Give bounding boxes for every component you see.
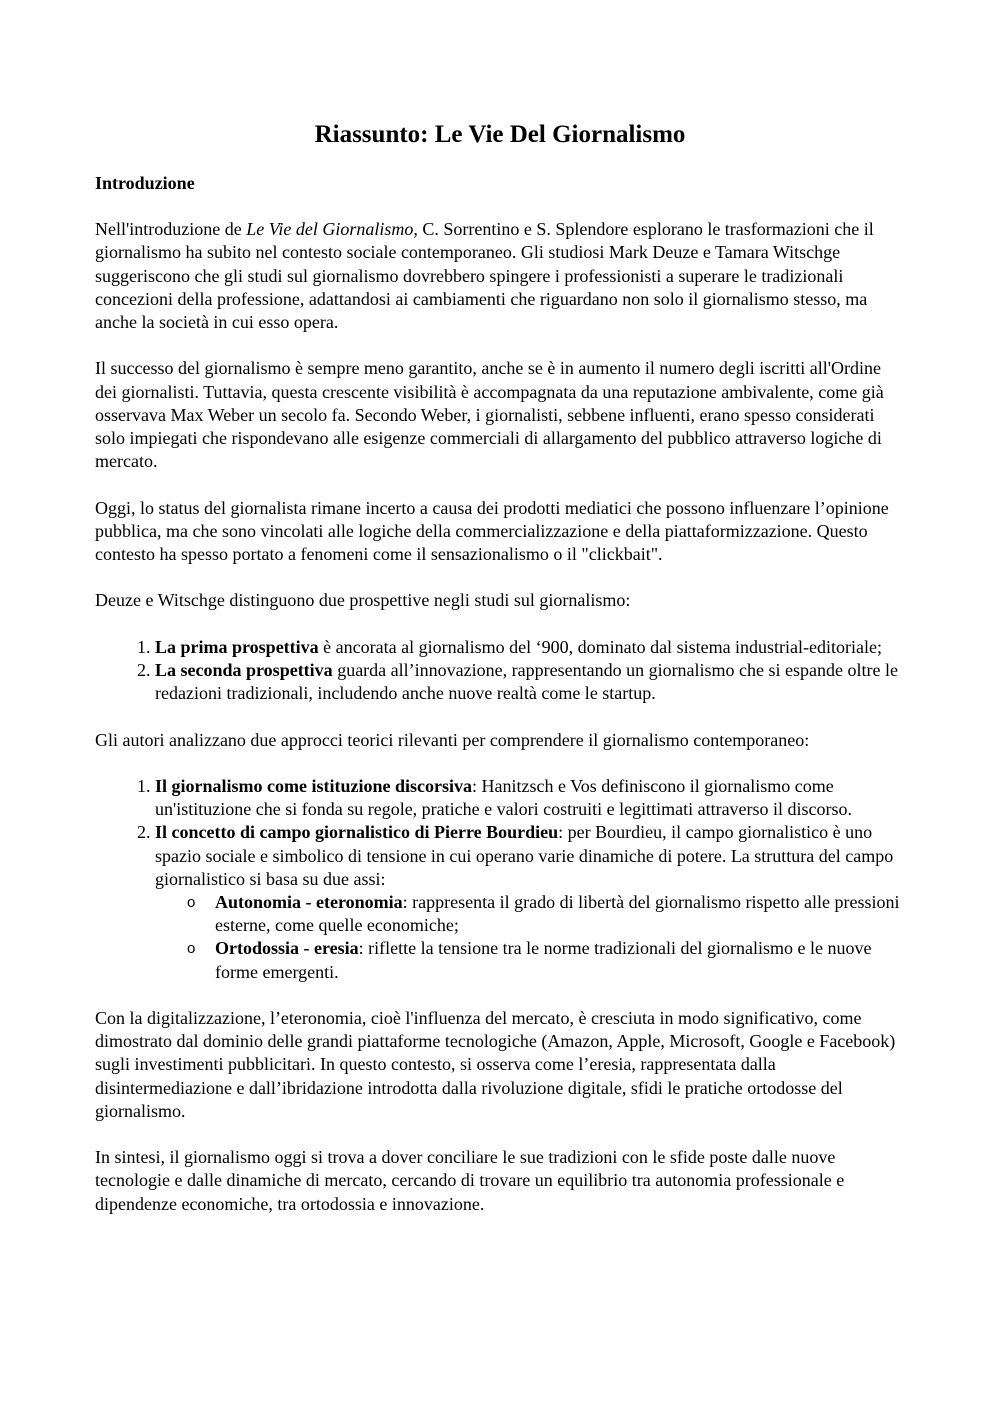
document-title: Riassunto: Le Vie Del Giornalismo xyxy=(314,121,686,148)
book-title: Le Vie del Giornalismo xyxy=(246,219,414,240)
list-item-text: : Hanitzsch e Vos definiscono il giornalismo come un'istituzione che si fonda su regole, pratiche e valori costruiti e legittimati attraverso il discorso. xyxy=(155,775,853,820)
list-item-bold: Il giornalismo come istituzione discorsiva xyxy=(155,775,472,796)
section-heading: Introduzione xyxy=(95,173,195,193)
paragraph-intro-after: , C. Sorrentino e S. Splendore esplorano le trasformazioni che il giornalismo ha subito nel contesto sociale contemporaneo. Gli studiosi Mark Deuze e Tamara Witschge suggeriscono che gli studi sul giornalismo dovrebbero spingere i professionisti a superare le tradizionali concezioni della professione, adattandosi ai cambiamenti che riguardano non solo il giornalismo stesso, ma anche la società in cui esso opera. xyxy=(95,219,874,333)
sublist-item-bold: Ortodossia - eresia xyxy=(215,938,359,959)
sublist-item xyxy=(215,891,905,937)
paragraph-status: Oggi, lo status del giornalista rimane incerto a causa dei prodotti mediatici che possono influenzare l’opinione pubblica, ma che sono vincolati alle logiche della commercializzazione e della piattaformizzazione. Questo contesto ha spesso portato a fenomeni come il sensazionalismo o il "clickbait". xyxy=(95,497,889,565)
list-item-bold: La prima prospettiva xyxy=(155,636,319,657)
approaches-list xyxy=(95,775,905,984)
paragraph-perspectives-intro: Deuze e Witschge distinguono due prospettive negli studi sul giornalismo: xyxy=(95,590,631,611)
list-item xyxy=(155,821,905,983)
paragraph-intro xyxy=(95,218,905,334)
paragraph-approaches-intro: Gli autori analizzano due approcci teorici rilevanti per comprendere il giornalismo contemporaneo: xyxy=(95,729,810,750)
list-item-text: : per Bourdieu, il campo giornalistico è uno spazio sociale e simbolico di tensione in cui operano varie dinamiche di potere. La struttura del campo giornalistico si basa su due assi: xyxy=(155,822,894,889)
list-item-text: è ancorata al giornalismo del ‘900, dominato dal sistema industrial-editoriale; xyxy=(318,636,883,657)
perspectives-list xyxy=(95,636,905,706)
axes-sublist xyxy=(155,891,905,984)
list-item xyxy=(155,636,905,659)
list-item-bold: La seconda prospettiva xyxy=(155,660,333,680)
list-item xyxy=(155,775,905,821)
list-item-bold: Il concetto di campo giornalistico di Pierre Bourdieu xyxy=(155,822,559,843)
sublist-item-text: : riflette la tensione tra le norme tradizionali del giornalismo e le nuove forme emergenti. xyxy=(215,938,872,982)
list-item xyxy=(155,659,905,705)
sublist-item-bold: Autonomia - eteronomia xyxy=(215,892,403,912)
paragraph-intro-before: Nell'introduzione de xyxy=(95,219,247,240)
list-item-text: guarda all’innovazione, rappresentando un giornalismo che si espande oltre le redazioni tradizionali, includendo anche nuove realtà come le startup. xyxy=(155,660,898,704)
paragraph-digitalization: Con la digitalizzazione, l’eteronomia, cioè l'influenza del mercato, è cresciuta in modo significativo, come dimostrato dal dominio delle grandi piattaforme tecnologiche (Amazon, Apple, Microsoft, Google e Facebook) sugli investimenti pubblicitari. In questo contesto, si osserva come l’eresia, rappresentata dalla disintermediazione e dall’ibridazione introdotta dalla rivoluzione digitale, sfidi le pratiche ortodosse del giornalismo. xyxy=(95,1008,896,1121)
document-page xyxy=(95,118,905,1239)
sublist-item-text: : rappresenta il grado di libertà del giornalismo rispetto alle pressioni esterne, come quelle economiche; xyxy=(215,892,900,936)
sublist-item xyxy=(215,937,905,983)
paragraph-weber: Il successo del giornalismo è sempre meno garantito, anche se è in aumento il numero degli iscritti all'Ordine dei giornalisti. Tuttavia, questa crescente visibilità è accompagnata da una reputazione ambivalente, come già osservava Max Weber un secolo fa. Secondo Weber, i giornalisti, sebbene influenti, erano spesso considerati solo impiegati che rispondevano alle esigenze commerciali di allargamento del pubblico attraverso logiche di mercato. xyxy=(95,358,884,472)
paragraph-conclusion: In sintesi, il giornalismo oggi si trova a dover conciliare le sue tradizioni con le sfide poste dalle nuove tecnologie e dalle dinamiche di mercato, cercando di trovare un equilibrio tra autonomia professionale e dipendenze economiche, tra ortodossia e innovazione. xyxy=(95,1147,845,1214)
